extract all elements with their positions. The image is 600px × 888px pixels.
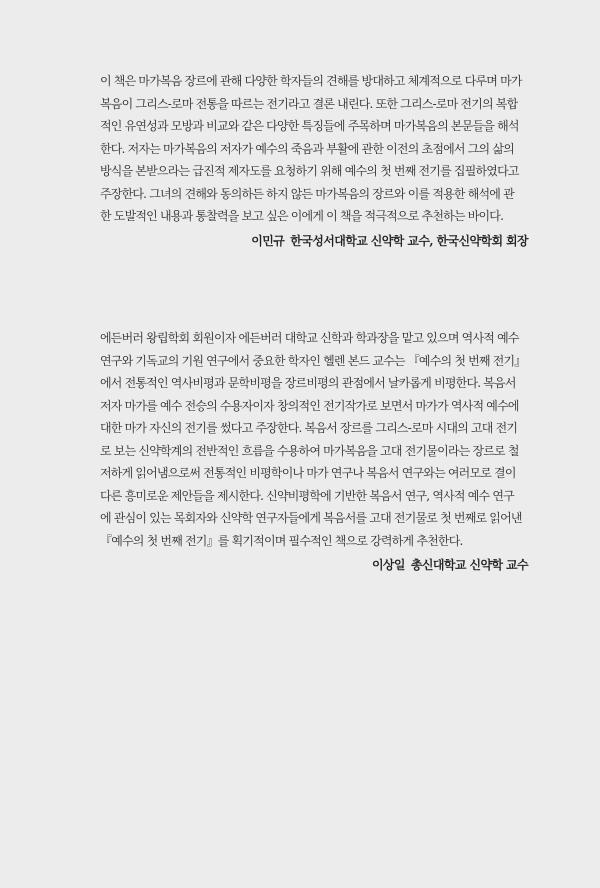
endorsement-text-line: 적인 유연성과 모방과 비교와 같은 다양한 특징들에 주목하며 마가복음의 본문들을 해석 xyxy=(100,119,519,133)
endorsement-text-line: 한다. 저자는 마가복음의 저자가 예수의 죽음과 부활에 관한 이전의 초점에서 그의 삶의 xyxy=(100,141,514,156)
endorsement-text-line: 다른 흥미로운 제안들을 제시한다. 신약비평학에 기반한 복음서 연구, 역사적 예수 연구 xyxy=(100,488,514,503)
endorser-title: 한국성서대학교 신약학 교수, 한국신약학회 회장 xyxy=(290,233,528,248)
endorsement-text-line: 저하게 읽어냄으로써 전통적인 비평학이나 마가 연구나 복음서 연구와는 여러모로 결이 xyxy=(100,466,516,480)
endorsement-text-line: 저자 마가를 예수 전승의 수용자이자 창의적인 전기작가로 보면서 마가가 역사적 예수에 xyxy=(100,398,519,413)
endorsement-text-line: 한 도발적인 내용과 통찰력을 보고 싶은 이에게 이 책을 적극적으로 추천하는 바이다. xyxy=(100,209,504,223)
endorsement-text-line: 『예수의 첫 번째 전기』를 획기적이며 필수적인 책으로 강력하게 추천한다. xyxy=(100,533,463,548)
endorser-title: 총신대학교 신약학 교수 xyxy=(410,558,528,572)
endorsement-text-line: 로 보는 신약학계의 전반적인 흐름을 수용하여 마가복음을 고대 전기물이라는 장르로 철 xyxy=(100,443,519,458)
endorsement-text-line: 주장한다. 그녀의 견해와 동의하든 하지 않든 마가복음의 장르와 이를 적용한 해석에 관 xyxy=(100,186,514,201)
endorsement-2 xyxy=(100,327,528,576)
endorsement-text-line: 에 관심이 있는 목회자와 신약학 연구자들에게 복음서를 고대 전기물로 첫 번째로 읽어낸 xyxy=(100,511,522,525)
endorsement-text-line: 복음이 그리스-로마 전통을 따르는 전기라고 결론 내린다. 또한 그리스-로마 전기의 복합 xyxy=(100,96,518,111)
endorsement-text-line: 방식을 본받으라는 급진적 제자도를 요청하기 위해 예수의 첫 번째 전기를 집필하였다고 xyxy=(100,164,519,178)
endorser-name: 이상일 xyxy=(371,558,405,572)
endorsement-text-line: 에든버러 왕립학회 회원이자 에든버러 대학교 신학과 학과장을 맡고 있으며 역사적 예수 xyxy=(100,331,519,345)
endorsement-text-line: 에서 전통적인 역사비평과 문학비평을 장르비평의 관점에서 날카롭게 비평한다. 복음서 xyxy=(100,376,516,390)
endorser-name: 이민규 xyxy=(251,233,285,248)
endorsement-text-line: 연구와 기독교의 기원 연구에서 중요한 학자인 헬렌 본드 교수는 『예수의 첫 번째 전기』 xyxy=(100,353,526,368)
endorsement-text-line: 대한 마가 자신의 전기를 썼다고 주장한다. 복음서 장르를 그리스-로마 시대의 고대 전기 xyxy=(100,421,518,435)
endorser-signature xyxy=(100,230,528,252)
endorser-signature xyxy=(100,554,528,576)
endorsement-1 xyxy=(100,70,528,252)
endorsement-text-line: 이 책은 마가복음 장르에 관해 다양한 학자들의 견해를 방대하고 체계적으로 다루며 마가 xyxy=(100,74,522,88)
